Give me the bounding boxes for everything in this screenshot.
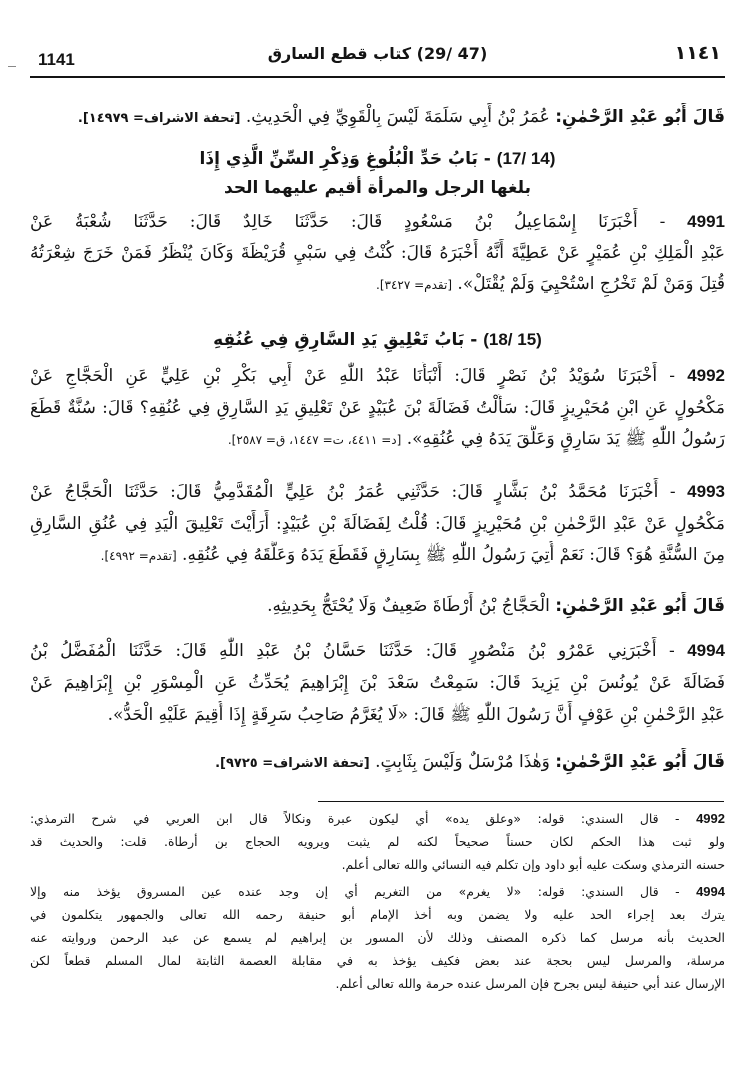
comment-line: [30, 592, 725, 622]
footnote-number: 4992: [696, 811, 725, 826]
footnote-number: 4994: [696, 884, 725, 899]
page-number-arabic: ١١٤١: [674, 42, 721, 64]
hadith-line: [30, 362, 725, 392]
hadith-line: [30, 239, 725, 269]
comment-speaker: قَالَ أَبُو عَبْدِ الرَّحْمٰنِ:: [555, 752, 725, 772]
hadith-number: 4991: [687, 212, 725, 231]
hadith-text: مَكْحُولٍ عَنْ عَبْدِ الرَّحْمٰنِ بْنِ مُحَيْرِيزٍ قَالَ: قُلْتُ لِفَضَالَةَ بْنِ عُبَيْدٍ: أَرَأَيْتَ تَعْلِيقَ الْيَدِ فِي عُنُقِ السَّارِقِ: [30, 514, 725, 534]
hadith-number: 4993: [687, 482, 725, 501]
footnote-text: مرسلة، والمرسل ليس بحجة عند بعض فكيف يؤخذ به في مقابلة العصمة الثابتة لمال المسلم قطعاً لكن: [30, 953, 725, 968]
comment-text: وَهٰذَا مُرْسَلٌ وَلَيْسَ بِثَابِتٍ.: [375, 752, 550, 772]
chapter-title-line2: بلغها الرجل والمرأة أقيم عليهما الحد: [224, 178, 531, 198]
footnote-text: يترك بعد إجراء الحد عليه ولا يضمن وبه أخذ الإمام أبو حنيفة رحمه الله تعالى والجمهور يتكلمون في: [30, 907, 725, 922]
hadith-line: [30, 541, 725, 571]
page-number-latin: 1141: [38, 50, 75, 69]
hadith-line: [30, 208, 725, 238]
footnote-line: [30, 854, 725, 876]
chapter-heading: [30, 145, 725, 175]
chapter-title: - بَابُ تَعْلِيقِ يَدِ السَّارِقِ فِي عُنُقِهِ: [213, 330, 478, 350]
hadith-line: [30, 669, 725, 699]
hadith-number: 4992: [687, 366, 725, 385]
hadith-line: [30, 425, 725, 455]
hadith-text: عَبْدِ الرَّحْمٰنِ بْنِ عَوْفٍ أَنَّ رَسُولَ اللّٰهِ ﷺ قَالَ: «لَا يُغَرَّمُ صَاحِبُ سَرِقَةٍ إِذَا أُقِيمَ عَلَيْهِ الْحَدُّ».: [107, 705, 725, 725]
hadith-text: - أَخْبَرَنِي عَمْرُو بْنُ مَنْصُورٍ قَالَ: حَدَّثَنَا حَسَّانُ بْنُ عَبْدِ اللّٰهِ قَالَ: حَدَّثَنَا الْمُفَضَّلُ بْنُ: [30, 641, 675, 661]
footnote-text: - قال السندي: قوله: «وعلق يده» أي ليكون عبرة ونكالاً قال ابن العربي في شرح الترمذي:: [30, 811, 680, 826]
footnote-rule: [318, 801, 724, 802]
margin-mark: [8, 66, 16, 67]
chapter-heading-cont: [30, 174, 725, 204]
chapter-title: - بَابُ حَدِّ الْبُلُوغِ وَذِكْرِ السِّنِّ الَّذِي إِذَا: [199, 149, 491, 169]
hadith-line: [30, 701, 725, 731]
hadith-line: [30, 270, 725, 300]
hadith-line: [30, 394, 725, 424]
comment-line: [30, 103, 725, 133]
footnote-text: حسنه الترمذي وسكت عليه أبو داود وإن تكلم فيه النسائي والله تعالى أعلم.: [341, 857, 725, 872]
hadith-line: [30, 478, 725, 508]
reference: [تحفة الاشراف= ١٤٩٧٩].: [77, 111, 241, 126]
hadith-text: - أَخْبَرَنَا مُحَمَّدُ بْنُ بَشَّارٍ قَالَ: حَدَّثَنِي عُمَرُ بْنُ عَلِيٍّ الْمُقَدَّمِيُّ قَالَ: حَدَّثَنَا الْحَجَّاجُ عَنْ: [30, 482, 676, 502]
reference: [تقدم= ٣٤٢٧].: [376, 278, 453, 292]
footnote-line: [30, 973, 725, 995]
footnote-line: [30, 831, 725, 853]
footnote-line: [30, 881, 725, 903]
header-rule: [30, 76, 725, 78]
hadith-text: قُتِلَ وَمَنْ لَمْ تَخْرُجِ اسْتُحْيِيَ وَلَمْ يُقْتَلْ».: [457, 274, 725, 294]
hadith-text: مَكْحُولٍ عَنِ ابْنِ مُحَيْرِيزٍ قَالَ: سَأَلْتُ فَضَالَةَ بْنَ عُبَيْدٍ عَنْ تَعْلِيقِ يَدِ السَّارِقِ فِي عُنُقِهِ؟ قَالَ: سُنَّةٌ قَطَعَ: [30, 398, 725, 418]
reference: [د= ٤٤١١، ت= ١٤٤٧، ق= ٢٥٨٧].: [227, 433, 402, 447]
comment-line: [30, 748, 725, 778]
hadith-line: [30, 637, 725, 667]
hadith-text: - أَخْبَرَنَا سُوَيْدُ بْنُ نَصْرٍ قَالَ: أَنْبَأَنَا عَبْدُ اللّٰهِ عَنْ أَبِي بَكْرِ بْنِ عَلِيٍّ عَنِ الْحَجَّاجِ عَنْ: [30, 366, 676, 386]
running-header: [30, 36, 725, 76]
hadith-text: مِنَ السُّنَّةِ هُوَ؟ قَالَ: نَعَمْ أُتِيَ رَسُولُ اللّٰهِ ﷺ بِسَارِقٍ فَقَطَعَ يَدَهُ وَعَلَّقَهُ فِي عُنُقِهِ.: [182, 545, 725, 565]
footnote-line: [30, 808, 725, 830]
hadith-text: عَبْدِ الْمَلِكِ بْنِ عُمَيْرٍ عَنْ عَطِيَّةَ أَنَّهُ أَخْبَرَهُ قَالَ: كُنْتُ فِي سَبْيِ قُرَيْظَةَ وَكَانَ يُنْظَرُ فَمَنْ خَرَجَ شِعْرَتُهُ: [30, 243, 725, 263]
comment-speaker: قَالَ أَبُو عَبْدِ الرَّحْمٰنِ:: [555, 107, 725, 127]
footnote-line: [30, 950, 725, 972]
reference: [تقدم= ٤٩٩٢].: [100, 549, 177, 563]
footnote-line: [30, 927, 725, 949]
chapter-heading: [30, 326, 725, 356]
footnote-text: - قال السندي: قوله: «لا يغرم» من التغريم أي إن وجد عنده عين المسروق يؤخذ منه وإلا: [30, 884, 680, 899]
hadith-text: رَسُولُ اللّٰهِ ﷺ يَدَ سَارِقٍ وَعَلَّقَ يَدَهُ فِي عُنُقِهِ».: [406, 429, 725, 449]
hadith-number: 4994: [687, 641, 725, 660]
comment-text: عُمَرُ بْنُ أَبِي سَلَمَةَ لَيْسَ بِالْقَوِيِّ فِي الْحَدِيثِ.: [245, 107, 550, 127]
reference: [تحفة الاشراف= ٩٧٢٥].: [215, 756, 370, 771]
chapter-number: (14 /17): [496, 149, 556, 168]
footnote-text: الحديث بأنه مرسل كما ذكره المصنف وذلك لأن المسور بن إبراهيم لم يسمع عن عبد الرحمن وروايته عنه: [30, 930, 725, 945]
hadith-text: - أَخْبَرَنَا إِسْمَاعِيلُ بْنُ مَسْعُودٍ قَالَ: حَدَّثَنَا خَالِدٌ قَالَ: حَدَّثَنَا شُعْبَةُ عَنْ: [30, 212, 666, 232]
hadith-text: فَضَالَةَ عَنْ يُونُسَ بْنِ يَزِيدَ قَالَ: سَمِعْتُ سَعْدَ بْنَ إِبْرَاهِيمَ يُحَدِّثُ عَنِ الْمِسْوَرِ بْنِ إِبْرَاهِيمَ عَنْ: [30, 673, 725, 693]
footnote-text: ولو ثبت هذا الحكم لكان حسناً صحيحاً لكنه لم يثبت ويرويه الحجاج بن أرطاة. قلت: والحديث قد: [30, 834, 725, 849]
footnote-line: [30, 904, 725, 926]
chapter-number: (15 /18): [483, 330, 542, 349]
comment-speaker: قَالَ أَبُو عَبْدِ الرَّحْمٰنِ:: [555, 596, 725, 616]
hadith-line: [30, 510, 725, 540]
comment-text: الْحَجَّاجُ بْنُ أَرْطَاةَ ضَعِيفٌ وَلَا يُحْتَجُّ بِحَدِيثِهِ.: [267, 596, 550, 616]
footnote-text: الإرسال عند أبي حنيفة ليس بجرح فإن المرسل عنده حرمة والله تعالى أعلم.: [335, 976, 725, 991]
running-title: (47 /29) كتاب قطع السارق: [267, 44, 488, 63]
